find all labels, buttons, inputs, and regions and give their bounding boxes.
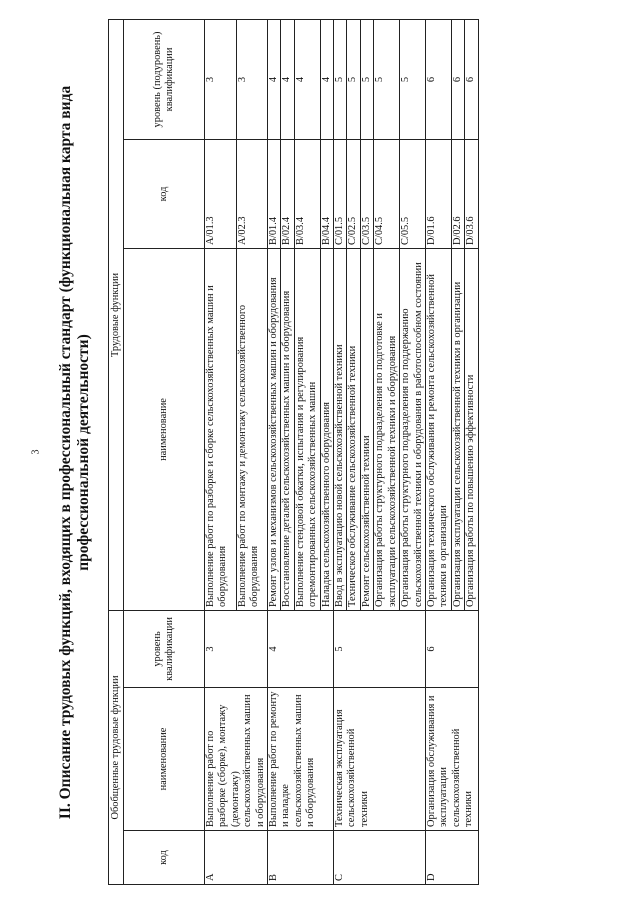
function-name: Выполнение работ по разборке и сборке сельскохозяйственных машин и оборудования (205, 248, 237, 610)
function-level: 5 (374, 19, 400, 139)
function-name: Наладка сельскохозяйственного оборудования (320, 248, 333, 610)
function-level: 5 (347, 19, 360, 139)
function-code: B/02.4 (281, 139, 294, 248)
function-code: B/04.4 (320, 139, 333, 248)
group-level: 5 (334, 610, 426, 687)
function-name: Организация технического обслуживания и ремонта сельскохозяйственной техники в организации (425, 248, 451, 610)
function-code: B/03.4 (294, 139, 320, 248)
function-level: 4 (294, 19, 320, 139)
function-name: Выполнение стендовой обкатки, испытания и регулирования отремонтированных сельскохозяйственных машин (294, 248, 320, 610)
function-code: C/03.5 (360, 139, 373, 248)
group-name: Выполнение работ по ремонту и наладке сельскохозяйственных машин и оборудования (268, 688, 334, 831)
function-code: C/05.5 (400, 139, 426, 248)
function-code: B/01.4 (268, 139, 281, 248)
header-code-2: код (124, 139, 205, 248)
table-row (334, 19, 347, 884)
function-code: A/02.3 (236, 139, 268, 248)
function-level: 4 (320, 19, 333, 139)
function-name: Восстановление деталей сельскохозяйственных машин и оборудования (281, 248, 294, 610)
group-name: Выполнение работ по разборке (сборке), монтажу (демонтажу) сельскохозяйственных машин и оборудования (205, 688, 268, 831)
group-level: 6 (425, 610, 478, 687)
function-level: 5 (360, 19, 373, 139)
group-level: 3 (205, 610, 268, 687)
group-name: Организация обслуживания и эксплуатации сельскохозяйственной техники (425, 688, 478, 831)
header-functions: Трудовые функции (109, 19, 124, 610)
function-level: 6 (425, 19, 451, 139)
section-title-line-2: профессиональной деятельности) (75, 334, 92, 571)
function-code: A/01.3 (205, 139, 237, 248)
group-name: Техническая эксплуатация сельскохозяйственной техники (334, 688, 426, 831)
group-code: C (334, 831, 426, 885)
group-code: B (268, 831, 334, 885)
table-row (205, 19, 237, 884)
function-code: D/02.6 (451, 139, 464, 248)
function-level: 4 (268, 19, 281, 139)
function-code: C/01.5 (334, 139, 347, 248)
function-name: Организация работы по повышению эффективности (465, 248, 478, 610)
header-name-2: наименование (124, 248, 205, 610)
function-code: C/02.5 (347, 139, 360, 248)
table-row (268, 19, 281, 884)
header-sublevel: уровень (подуровень) квалификации (124, 19, 205, 139)
header-qual-level: уровень квалификации (124, 610, 205, 687)
group-code: D (425, 831, 478, 885)
header-code: код (124, 831, 205, 885)
header-generalized: Обобщенные трудовые функции (109, 610, 124, 884)
function-name: Ремонт узлов и механизмов сельскохозяйственных машин и оборудования (268, 248, 281, 610)
function-level: 3 (236, 19, 268, 139)
function-code: D/03.6 (465, 139, 478, 248)
function-level: 5 (334, 19, 347, 139)
function-name: Ремонт сельскохозяйственной техники (360, 248, 373, 610)
group-code: A (205, 831, 268, 885)
function-level: 4 (281, 19, 294, 139)
function-level: 3 (205, 19, 237, 139)
function-name: Техническое обслуживание сельскохозяйственной техники (347, 248, 360, 610)
functional-map-table (108, 19, 479, 885)
function-name: Выполнение работ по монтажу и демонтажу сельскохозяйственного оборудования (236, 248, 268, 610)
header-name: наименование (124, 688, 205, 831)
group-level: 4 (268, 610, 334, 687)
function-name: Организация работы структурного подразделения по подготовке и эксплуатации сельскохозяйственной техники и оборудования (374, 248, 400, 610)
section-title-line-1: II. Описание трудовых функций, входящих в профессиональный стандарт (функциональная карта вида (57, 85, 74, 820)
function-code: D/01.6 (425, 139, 451, 248)
function-level: 6 (465, 19, 478, 139)
function-level: 6 (451, 19, 464, 139)
function-name: Ввод в эксплуатацию новой сельскохозяйственной техники (334, 248, 347, 610)
function-code: C/04.5 (374, 139, 400, 248)
function-level: 5 (400, 19, 426, 139)
page-number: 3 (30, 449, 42, 455)
function-name: Организация работы структурного подразделения по поддержанию сельскохозяйственной техники и оборудования в работоспособном состоянии (400, 248, 426, 610)
function-name: Организация эксплуатации сельскохозяйственной техники в организации (451, 248, 464, 610)
table-row (425, 19, 451, 884)
